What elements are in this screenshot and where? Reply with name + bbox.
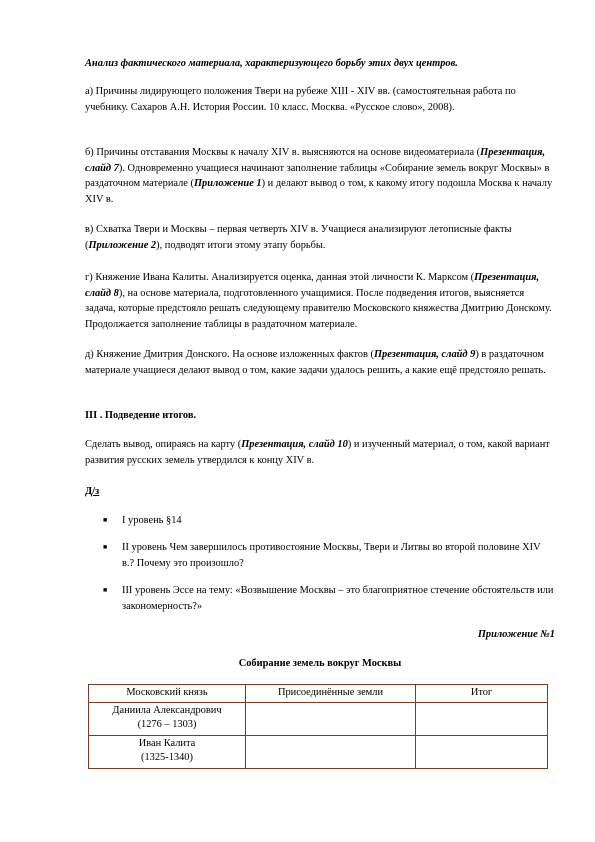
reference-slide-9: Презентация, слайд 9 xyxy=(373,349,476,360)
bullet-square-icon: ■ xyxy=(103,516,108,524)
paragraph-d: д) Княжение Дмитрия Донского. На основе изложенных фактов (Презентация, слайд 9) в раздаточном материале учащиеся делают вывод о том, какие задачи удалось решить, а какие ещё предстояло решать. xyxy=(85,349,546,376)
reference-appendix-2: Приложение 2 xyxy=(88,239,157,251)
paragraph-a: а) Причины лидирующего положения Твери на рубеже XIII - XIV вв. (самостоятельная работа по учебнику. Сахаров А.Н. История России. 10 класс. Москва. «Русское слово», 2008). xyxy=(85,86,516,113)
prince-years: (1276 – 1303) xyxy=(137,719,197,730)
reference-slide-8: Презентация, слайд 8 xyxy=(85,272,540,299)
table-row xyxy=(89,703,548,736)
annex-table xyxy=(88,684,548,769)
prince-name: Иван Калита xyxy=(138,738,196,749)
cell-result xyxy=(416,736,548,769)
table-title: Собирание земель вокруг Москвы xyxy=(238,658,402,669)
reference-slide-10: Презентация, слайд 10 xyxy=(241,439,348,450)
section-heading: Анализ фактического материала, характеризующего борьбу этих двух центров. xyxy=(85,58,458,69)
annex-label: Приложение №1 xyxy=(477,629,555,640)
reference-appendix-1: Приложение 1 xyxy=(193,178,262,189)
homework-label: Д/з xyxy=(85,486,100,497)
section-iii-title: III . Подведение итогов. xyxy=(85,410,197,421)
homework-item-text: I уровень §14 xyxy=(122,515,182,526)
paragraph-g: г) Княжение Ивана Калиты. Анализируется оценка, данная этой личности К. Марксом (Презентация, слайд 8), на основе материала, подготовленного учащимися. После подведения итогов, выясняется задача, которые предстояло решать следующему правителю Московского княжества Дмитрию Донскому. Продолжается заполнение таблицы в раздаточном материале. xyxy=(85,272,552,330)
cell-lands xyxy=(246,736,416,769)
table-header-row xyxy=(89,685,548,703)
prince-years: (1325-1340) xyxy=(141,752,193,763)
bullet-square-icon: ■ xyxy=(103,543,108,551)
homework-item-text: II уровень Чем завершилось противостояние Москвы, Твери и Литвы во второй половине XIV в.? Почему это произошло? xyxy=(122,542,541,569)
cell-lands xyxy=(246,703,416,736)
header-result: Итог xyxy=(416,685,548,703)
cell-prince xyxy=(89,703,246,736)
cell-result xyxy=(416,703,548,736)
header-prince: Московский князь xyxy=(89,685,246,703)
bullet-square-icon: ■ xyxy=(103,586,108,594)
conclusion-paragraph: Сделать вывод, опираясь на карту (Презентация, слайд 10) и изученный материал, о том, какой вариант развития русских земель утвердился к концу XIV в. xyxy=(85,439,550,466)
header-lands: Присоединённые земли xyxy=(246,685,416,703)
paragraph-b: б) Причины отставания Москвы к началу XIV в. выясняются на основе видеоматериала (Презентация, слайд 7). Одновременно учащиеся начинают заполнение таблицы «Собирание земель вокруг Москвы» в раздаточном материале (Приложение 1) и делают вывод о том, к какому итогу подошла Москва к началу XIV в. xyxy=(85,147,553,205)
paragraph-v: в) Схватка Твери и Москвы – первая четверть XIV в. Учащиеся анализируют летописные факты (Приложение 2), подводят итоги этому этапу борьбы. xyxy=(85,224,512,251)
table-row xyxy=(89,736,548,769)
homework-item-text: III уровень Эссе на тему: «Возвышение Москвы – это благоприятное стечение обстоятельств или закономерность?» xyxy=(122,585,554,612)
reference-slide-7: Презентация, слайд 7 xyxy=(85,147,546,174)
prince-name: Даниила Александрович xyxy=(112,705,222,716)
cell-prince xyxy=(89,736,246,769)
